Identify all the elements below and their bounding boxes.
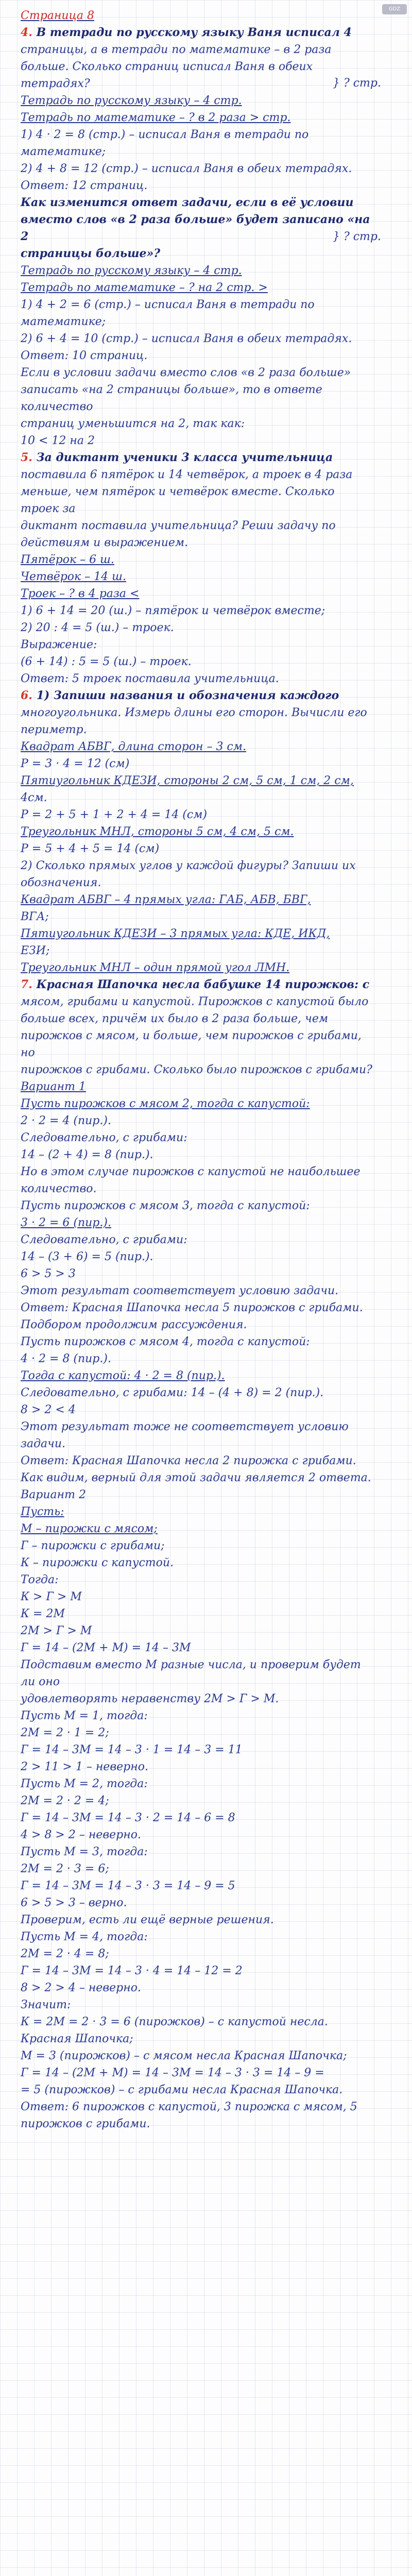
text-line: 14 – (3 + 6) = 5 (пир.). — [21, 1250, 153, 1263]
text-line: 6 > 5 > 3 – верно. — [21, 1896, 127, 1909]
text-line: Треугольник МНЛ, стороны 5 см, 4 см, 5 см. — [21, 825, 294, 838]
text-line: Г = 14 – (2М + М) = 14 – 3М — [21, 1641, 191, 1654]
text-line: Ответ: 6 пирожков с капустой, 3 пирожка с мясом, 5 — [21, 2100, 357, 2113]
text-line: Следовательно, с грибами: 14 – (4 + 8) = 2 (пир.). — [21, 1386, 324, 1399]
text-line: поставила 6 пятёрок и 14 четвёрок, а троек в 4 раза — [21, 468, 353, 481]
text-line: Пятёрок – 6 ш. — [21, 553, 114, 566]
text-line: К > Г > М — [21, 1590, 82, 1603]
text-line: = 5 (пирожков) – с грибами несла Красная Шапочка. — [21, 2083, 343, 2096]
text-line: Троек – ? в 4 раза < — [21, 587, 140, 600]
text-line: 8 > 2 > 4 – неверно. — [21, 1981, 141, 1994]
text-line: Следовательно, с грибами: — [21, 1233, 187, 1246]
text-line: меньше, чем пятёрок и четвёрок вместе. Сколько троек за — [21, 485, 338, 515]
text-line: пирожков с грибами. Сколько было пирожков с грибами? — [21, 1063, 372, 1076]
text-line: Ответ: Красная Шапочка несла 2 пирожка с грибами. — [21, 1454, 356, 1467]
text-line: Тетрадь по русскому языку – 4 стр. — [21, 94, 242, 107]
text-line: Г = 14 – 3М = 14 – 3 · 1 = 14 – 3 = 11 — [21, 1743, 243, 1756]
text-line: ВГА; — [21, 910, 49, 923]
text-line: (6 + 14) : 5 = 5 (ш.) – троек. — [21, 655, 192, 668]
text-line: Пусть пирожков с мясом 3, тогда с капустой: — [21, 1199, 310, 1212]
text-line: Ответ: 10 страниц. — [21, 349, 148, 362]
text-line: 4см. — [21, 791, 47, 804]
text-line: Треугольник МНЛ – один прямой угол ЛМН. — [21, 961, 290, 974]
text-line — [21, 449, 376, 466]
text-line: Р = 2 + 5 + 1 + 2 + 4 = 14 (см) — [21, 808, 208, 821]
text-line: Квадрат АБВГ – 4 прямых угла: ГАБ, АБВ, БВГ, — [21, 893, 311, 906]
text-line: Пусть М = 2, тогда: — [21, 1777, 148, 1790]
text-line: Выражение: — [21, 638, 97, 651]
text-line: Как видим, верный для этой задачи является 2 ответа. — [21, 1471, 371, 1484]
text-line: Если в условии задачи вместо слов «в 2 раза больше» — [21, 366, 351, 379]
text-line: удовлетворять неравенству 2М > Г > М. — [21, 1692, 279, 1705]
text-line: 2 > 11 > 1 – неверно. — [21, 1760, 148, 1773]
text-line: Пятиугольник КДЕЗИ, стороны 2 см, 5 см, 1 см, 2 см, — [21, 774, 354, 787]
brace-total-pages-1: } ? стр. — [332, 77, 381, 90]
task-number: 7. — [21, 978, 32, 991]
watermark-logo: GDZ — [382, 4, 407, 14]
text-line: страницы, а в тетради по математике – в 2 раза — [21, 43, 332, 56]
text-line: тетрадях? — [21, 77, 90, 90]
text-line: Г = 14 – 3М = 14 – 3 · 2 = 14 – 6 = 8 — [21, 1811, 235, 1824]
text-line: 2) 4 + 8 = 12 (стр.) – исписал Ваня в обеих тетрадях. — [21, 162, 352, 175]
text-line: Пусть пирожков с мясом 2, тогда с капустой: — [21, 1097, 310, 1110]
text-line: 2) Сколько прямых углов у каждой фигуры? Запиши их — [21, 859, 356, 872]
text-line: математике; — [21, 315, 106, 328]
text-line: многоугольника. Измерь длины его сторон. Вычисли его — [21, 706, 367, 719]
text-line: 1) 4 + 2 = 6 (стр.) – исписал Ваня в тетради по — [21, 298, 315, 311]
text-line: диктант поставила учительница? Реши задачу по — [21, 519, 336, 532]
text-line: К – пирожки с капустой. — [21, 1556, 174, 1569]
text-line: Тогда с капустой: 4 · 2 = 8 (пир.). — [21, 1369, 225, 1382]
text-line: страницы больше»? — [21, 247, 161, 260]
text-line: Вариант 2 — [21, 1488, 86, 1501]
task-number: 4. — [21, 26, 32, 39]
text-line: Р = 3 · 4 = 12 (см) — [21, 757, 130, 770]
text-line: 3 · 2 = 6 (пир.). — [21, 1216, 111, 1229]
text-line: Тетрадь по математике – ? на 2 стр. > — [21, 281, 268, 294]
text-line: 2М = 2 · 2 = 4; — [21, 1794, 109, 1807]
text-line: Тетрадь по математике – ? в 2 раза > стр. — [21, 111, 291, 124]
text-line: Г = 14 – 3М = 14 – 3 · 3 = 14 – 9 = 5 — [21, 1879, 235, 1892]
text-line: Пусть пирожков с мясом 4, тогда с капустой: — [21, 1335, 310, 1348]
text-line: 2) 6 + 4 = 10 (стр.) – исписал Ваня в обеих тетрадях. — [21, 332, 352, 345]
text-line: Ответ: Красная Шапочка несла 5 пирожков с грибами. — [21, 1301, 363, 1314]
text-line: Вариант 1 — [21, 1080, 86, 1093]
text-line: Р = 5 + 4 + 5 = 14 (см) — [21, 842, 160, 855]
text-line: 2М = 2 · 4 = 8; — [21, 1947, 109, 1960]
page-title: Страница 8 — [21, 9, 95, 22]
text-line: Тетрадь по русскому языку – 4 стр. — [21, 264, 242, 277]
task-text: 1) Запиши названия и обозначения каждого — [32, 689, 339, 702]
brace-total-pages-2: } ? стр. — [332, 230, 381, 243]
text-line: записать «на 2 страницы больше», то в ответе количество — [21, 383, 326, 413]
text-line: 2М = 2 · 1 = 2; — [21, 1726, 109, 1739]
text-line: больше всех, причём их было в 2 раза больше, чем — [21, 1012, 329, 1025]
text-line: Подставим вместо М разные числа, и проверим будет ли оно — [21, 1658, 365, 1688]
text-line: Этот результат тоже не соответствует условию задачи. — [21, 1420, 352, 1450]
task-text: За диктант ученики 3 класса учительница — [32, 451, 333, 464]
text-line: математике; — [21, 145, 106, 158]
text-line: Пусть М = 1, тогда: — [21, 1709, 148, 1722]
text-line: периметр. — [21, 723, 87, 736]
text-line: 10 < 12 на 2 — [21, 434, 95, 447]
text-line: Значит: — [21, 1998, 71, 2011]
text-line: Подбором продолжим рассуждения. — [21, 1318, 247, 1331]
text-line: мясом, грибами и капустой. Пирожков с капустой было — [21, 995, 369, 1008]
text-line: 4 > 8 > 2 – неверно. — [21, 1828, 141, 1841]
text-line: Четвёрок – 14 ш. — [21, 570, 126, 583]
text-line: 8 > 2 < 4 — [21, 1403, 76, 1416]
text-line: М = 3 (пирожков) – с мясом несла Красная Шапочка; — [21, 2049, 347, 2062]
text-line: Проверим, есть ли ещё верные решения. — [21, 1913, 274, 1926]
text-line: 1) 6 + 14 = 20 (ш.) – пятёрок и четвёрок вместе; — [21, 604, 325, 617]
text-line: Как изменится ответ задачи, если в её условии — [21, 196, 354, 209]
task-number: 5. — [21, 451, 32, 464]
text-line — [21, 976, 376, 993]
text-line: Следовательно, с грибами: — [21, 1131, 187, 1144]
text-line: страниц уменьшится на 2, так как: — [21, 417, 245, 430]
text-line: Пусть М = 3, тогда: — [21, 1845, 148, 1858]
task-number: 6. — [21, 689, 32, 702]
text-line: Г = 14 – (2М + М) = 14 – 3М = 14 – 3 · 3 = 14 – 9 = — [21, 2066, 324, 2079]
text-line: К = 2М — [21, 1607, 65, 1620]
text-line: вместо слов «в 2 раза больше» будет записано «на 2 — [21, 213, 374, 243]
text-line: Г = 14 – 3М = 14 – 3 · 4 = 14 – 12 = 2 — [21, 1964, 243, 1977]
task-text: В тетради по русскому языку Ваня исписал 4 — [32, 26, 352, 39]
text-line: 1) 4 · 2 = 8 (стр.) – исписал Ваня в тетради по — [21, 128, 309, 141]
task-text: Красная Шапочка несла бабушке 14 пирожков: с — [32, 978, 370, 991]
text-line: Этот результат соответствует условию задачи. — [21, 1284, 339, 1297]
text-line — [21, 24, 376, 41]
text-line: Г – пирожки с грибами; — [21, 1539, 165, 1552]
text-line: 4 · 2 = 8 (пир.). — [21, 1352, 111, 1365]
text-line: Пусть: — [21, 1505, 64, 1518]
text-line: пирожков с грибами. — [21, 2117, 150, 2130]
text-line: больше. Сколько страниц исписал Ваня в обеих — [21, 60, 313, 73]
text-line: Пусть М = 4, тогда: — [21, 1930, 148, 1943]
text-line: 6 > 5 > 3 — [21, 1267, 76, 1280]
text-line: Но в этом случае пирожков с капустой не наибольшее — [21, 1165, 360, 1178]
text-line: Тогда: — [21, 1573, 59, 1586]
text-line: количество. — [21, 1182, 97, 1195]
text-line — [21, 687, 376, 704]
text-line: 2М = 2 · 3 = 6; — [21, 1862, 109, 1875]
text-line: К = 2М = 2 · 3 = 6 (пирожков) – с капустой несла. — [21, 2015, 328, 2028]
text-line: Ответ: 12 страниц. — [21, 179, 148, 192]
text-line: обозначения. — [21, 876, 101, 889]
text-line: М – пирожки с мясом; — [21, 1522, 158, 1535]
text-line: 2 · 2 = 4 (пир.). — [21, 1114, 111, 1127]
text-line: Квадрат АБВГ, длина сторон – 3 см. — [21, 740, 246, 753]
text-line: действиям и выражением. — [21, 536, 188, 549]
solution-text — [21, 24, 376, 2132]
text-line: пирожков с мясом, и больше, чем пирожков с грибами, но — [21, 1029, 365, 1059]
text-line: Пятиугольник КДЕЗИ – 3 прямых угла: КДЕ, ИКД, — [21, 927, 330, 940]
text-line: 2) 20 : 4 = 5 (ш.) – троек. — [21, 621, 174, 634]
text-line: Красная Шапочка; — [21, 2032, 133, 2045]
text-line: 2М > Г > М — [21, 1624, 92, 1637]
text-line: 14 – (2 + 4) = 8 (пир.). — [21, 1148, 153, 1161]
text-line: Ответ: 5 троек поставила учительница. — [21, 672, 279, 685]
text-line: ЕЗИ; — [21, 944, 50, 957]
